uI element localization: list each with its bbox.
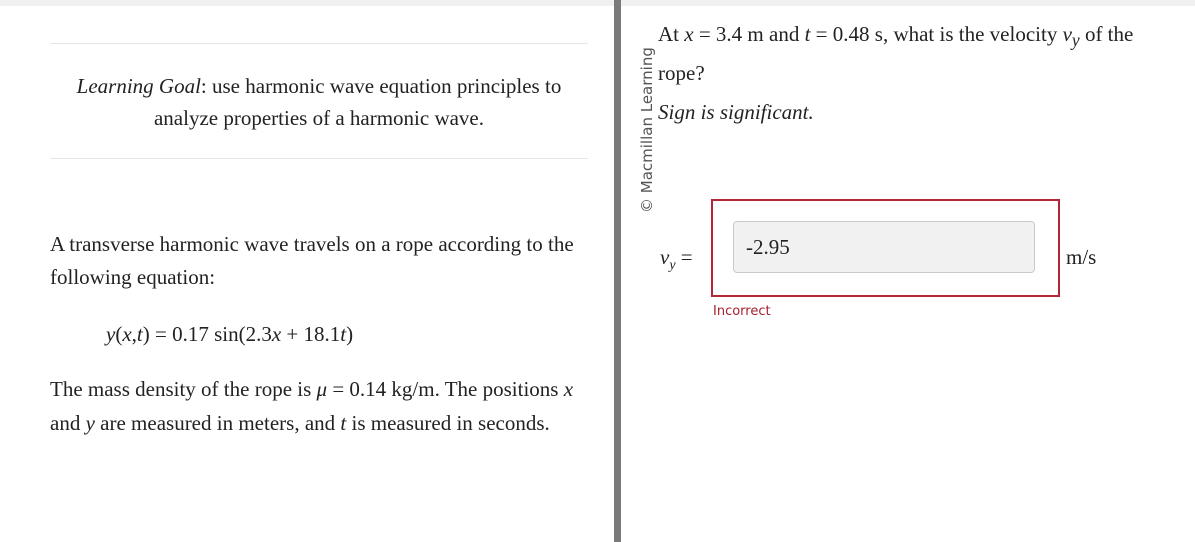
eq-rhs-close: ) xyxy=(346,322,354,346)
answer-label-eq: = xyxy=(675,245,693,269)
question-part3: = 0.48 s, what is the velocity xyxy=(810,22,1063,46)
answer-input[interactable] xyxy=(733,221,1035,273)
density-statement xyxy=(50,372,595,440)
density-prefix: The mass density of the rope is xyxy=(50,377,317,401)
eq-rhs-plus: + 18.1 xyxy=(281,322,341,346)
density-and: and xyxy=(50,411,86,435)
density-mu: μ xyxy=(316,377,328,401)
eq-rhs-start: = 0.17 sin(2.3 xyxy=(149,322,272,346)
question-part1: At xyxy=(658,22,685,46)
density-middle: are measured in meters, and xyxy=(94,411,341,435)
answer-label-v: v xyxy=(660,245,670,269)
problem-intro: A transverse harmonic wave travels on a rope according to the following equation: xyxy=(50,232,574,289)
panel-divider[interactable] xyxy=(614,0,621,542)
density-t: t xyxy=(340,411,347,435)
question-v-sub: y xyxy=(1071,30,1080,51)
answer-unit: m/s xyxy=(1066,245,1097,269)
eq-rhs-x: x xyxy=(271,322,282,346)
question-text xyxy=(658,18,1168,90)
density-x: x xyxy=(563,377,574,401)
copyright-notice: © Macmillan Learning xyxy=(638,47,656,213)
eq-y: y xyxy=(106,322,116,346)
eq-rhs-t: t xyxy=(340,322,347,346)
density-value: = 0.14 kg/m. The positions xyxy=(327,377,564,401)
density-suffix: is measured in seconds. xyxy=(346,411,550,435)
eq-t: t xyxy=(136,322,143,346)
eq-x: x xyxy=(122,322,132,346)
question-part4: of the rope? xyxy=(658,22,1134,86)
eq-open: ( xyxy=(115,322,123,346)
wave-equation xyxy=(106,318,353,350)
question-x: x xyxy=(684,22,694,46)
eq-close-paren: ) xyxy=(142,322,150,346)
question-v: v xyxy=(1062,22,1072,46)
question-part2: = 3.4 m and xyxy=(693,22,805,46)
question-t: t xyxy=(804,22,811,46)
learning-goal-label: Learning Goal xyxy=(76,74,201,98)
density-y: y xyxy=(85,411,95,435)
eq-comma: , xyxy=(131,322,137,346)
learning-goal-text: : use harmonic wave equation principles to analyze properties of a harmonic wave. xyxy=(153,74,562,130)
sign-hint: Sign is significant. xyxy=(658,100,814,124)
learning-goal xyxy=(50,70,588,134)
divider-line-top xyxy=(50,43,588,44)
answer-label-sub: y xyxy=(669,258,676,274)
incorrect-status: Incorrect xyxy=(713,304,771,319)
divider-line-bottom xyxy=(50,158,588,159)
answer-label xyxy=(660,242,693,281)
